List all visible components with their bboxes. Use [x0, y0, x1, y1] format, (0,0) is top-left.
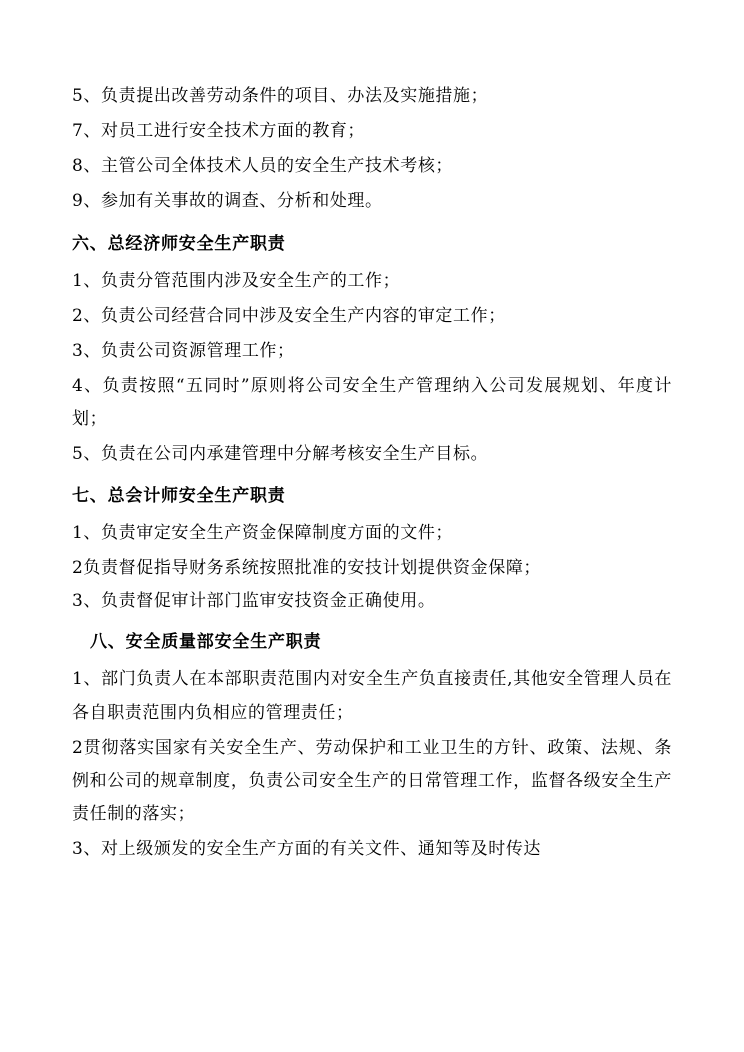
paragraph: 1、负责审定安全生产资金保障制度方面的文件； — [72, 523, 454, 544]
section-heading: 六、总经济师安全生产职责 — [72, 233, 286, 254]
paragraph: 8、主管公司全体技术人员的安全生产技术考核； — [72, 156, 454, 177]
paragraph: 2贯彻落实国家有关安全生产、劳动保护和工业卫生的方针、政策、法规、条例和公司的规章制度，负责公司安全生产的日常管理工作，监督各级安全生产责任制的落实； — [72, 737, 672, 824]
paragraph: 7、对员工进行安全技术方面的教育； — [72, 121, 366, 142]
paragraph: 2、负责公司经营合同中涉及安全生产内容的审定工作； — [72, 305, 506, 326]
paragraph: 3、负责督促审计部门监审安技资金正确使用。 — [72, 590, 436, 611]
paragraph: 9、参加有关事故的调查、分析和处理。 — [72, 191, 383, 212]
document-body — [72, 80, 672, 866]
paragraph: 1、负责分管范围内涉及安全生产的工作； — [72, 270, 401, 291]
section-heading: 七、总会计师安全生产职责 — [72, 486, 286, 507]
paragraph: 4、负责按照“五同时”原则将公司安全生产管理纳入公司发展规划、年度计划； — [72, 375, 672, 430]
paragraph: 1、部门负责人在本部职责范围内对安全生产负直接责任,其他安全管理人员在各自职责范围内负相应的管理责任； — [72, 669, 672, 723]
paragraph: 3、对上级颁发的安全生产方面的有关文件、通知等及时传达 — [72, 839, 542, 860]
paragraph: 3、负责公司资源管理工作； — [72, 340, 295, 361]
paragraph: 2负责督促指导财务系统按照批准的安技计划提供资金保障； — [72, 557, 542, 578]
paragraph: 5、负责在公司内承建管理中分解考核安全生产目标。 — [72, 444, 489, 465]
section-heading: 八、安全质量部安全生产职责 — [90, 632, 322, 653]
paragraph: 5、负责提出改善劳动条件的项目、办法及实施措施； — [72, 86, 489, 106]
